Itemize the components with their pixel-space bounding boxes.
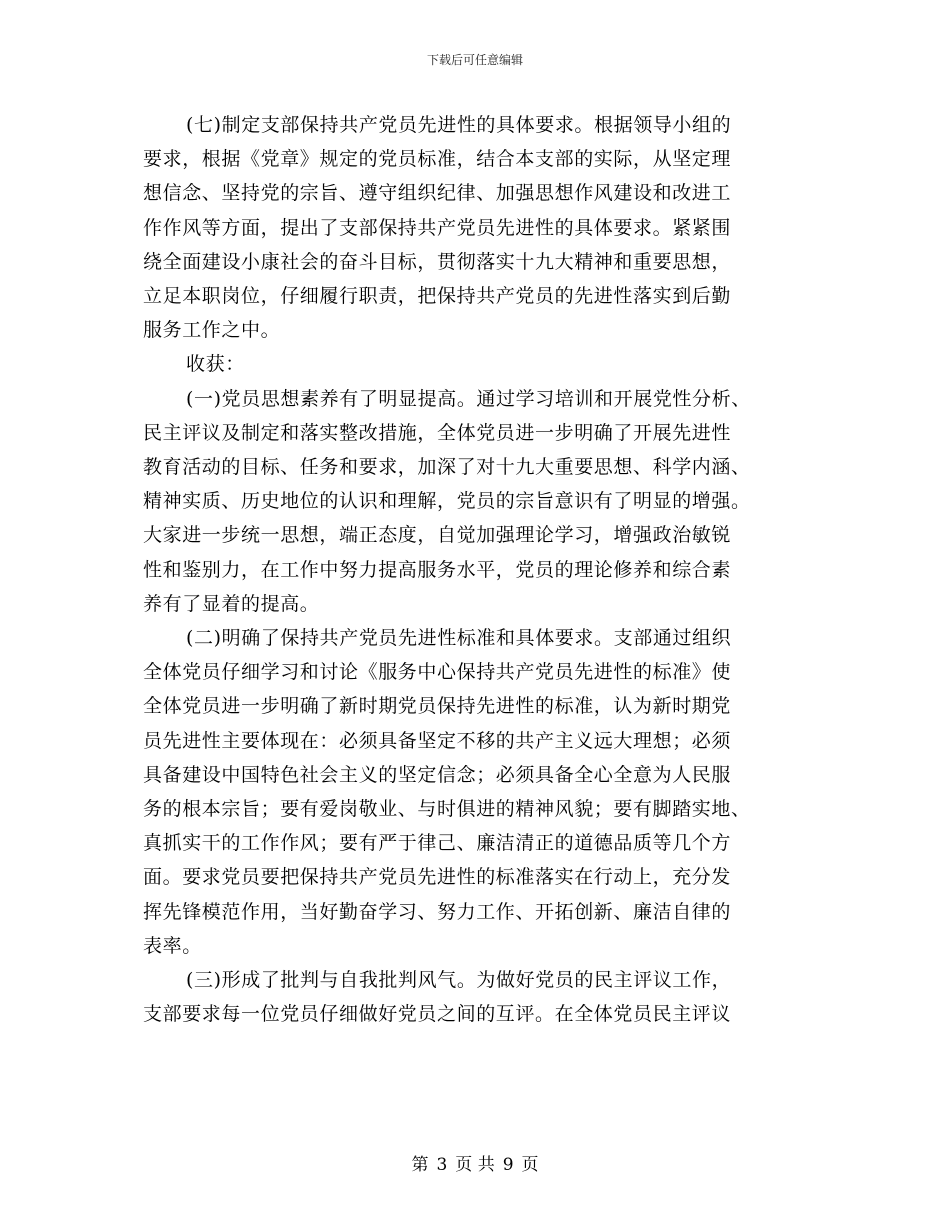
text-line: 收获：	[186, 353, 245, 376]
paragraph-1-quality	[143, 382, 808, 621]
footer-suffix: 页	[521, 1155, 539, 1175]
document-body	[143, 108, 808, 1031]
text-line: 立足本职岗位，仔细履行职责，把保持共产党员的先进性落实到后勤	[143, 285, 732, 308]
section-heading-gains	[143, 347, 808, 381]
text-line: 绕全面建设小康社会的奋斗目标，贯彻落实十九大精神和重要思想，	[143, 250, 732, 273]
text-line: 要求，根据《党章》规定的党员标准，结合本支部的实际，从坚定理	[143, 148, 732, 171]
paragraph-7-requirements	[143, 108, 808, 347]
text-line: 养有了显着的提高。	[143, 592, 320, 615]
text-line: (七)制定支部保持共产党员先进性的具体要求。根据领导小组的	[186, 114, 732, 136]
text-line: 全体党员进一步明确了新时期党员保持先进性的标准，认为新时期党	[143, 695, 732, 718]
text-line: 务的根本宗旨；要有爱岗敬业、与时俱进的精神风貌；要有脚踏实地、	[143, 798, 751, 821]
text-line: 挥先锋模范作用，当好勤奋学习、努力工作、开拓创新、廉洁自律的	[143, 900, 732, 923]
text-line: 想信念、坚持党的宗旨、遵守组织纪律、加强思想作风建设和改进工	[143, 182, 732, 205]
text-line: (一)党员思想素养有了明显提高。通过学习培训和开展党性分析、	[186, 387, 751, 410]
footer-middle: 页 共	[455, 1155, 495, 1175]
text-line: 具备建设中国特色社会主义的坚定信念；必须具备全心全意为人民服	[143, 763, 732, 786]
text-line: 大家进一步统一思想，端正态度，自觉加强理论学习，增强政治敏锐	[143, 524, 732, 547]
text-line: (三)形成了批判与自我批判风气。为做好党员的民主评议工作，	[186, 969, 732, 992]
text-line: (二)明确了保持共产党员先进性标准和具体要求。支部通过组织	[186, 627, 732, 650]
page-header-note: 下载后可任意编辑	[426, 53, 523, 67]
text-line: 作作风等方面，提出了支部保持共产党员先进性的具体要求。紧紧围	[143, 216, 732, 239]
text-line: 精神实质、历史地位的认识和理解，党员的宗旨意识有了明显的增强。	[143, 490, 751, 513]
text-line: 性和鉴别力，在工作中努力提高服务水平，党员的理论修养和综合素	[143, 558, 732, 581]
text-line: 真抓实干的工作作风；要有严于律己、廉洁清正的道德品质等几个方	[143, 832, 732, 855]
text-line: 全体党员仔细学习和讨论《服务中心保持共产党员先进性的标准》使	[143, 661, 732, 684]
footer-prefix: 第	[411, 1155, 429, 1175]
text-line: 教育活动的目标、任务和要求，加深了对十九大重要思想、科学内涵、	[143, 456, 751, 479]
text-line: 表率。	[143, 934, 202, 957]
paragraph-3-criticism	[143, 963, 808, 1031]
text-line: 面。要求党员要把保持共产党员先进性的标准落实在行动上，充分发	[143, 866, 732, 889]
text-line: 支部要求每一位党员仔细做好党员之间的互评。在全体党员民主评议	[143, 1003, 732, 1026]
text-line: 员先进性主要体现在：必须具备坚定不移的共产主义远大理想；必须	[143, 729, 732, 752]
text-line: 民主评议及制定和落实整改措施，全体党员进一步明确了开展先进性	[143, 421, 732, 444]
total-pages-number: 9	[502, 1155, 514, 1175]
paragraph-2-standards	[143, 621, 808, 963]
text-line: 服务工作之中。	[143, 319, 281, 342]
page-footer	[0, 1153, 950, 1177]
current-page-number: 3	[436, 1155, 448, 1175]
